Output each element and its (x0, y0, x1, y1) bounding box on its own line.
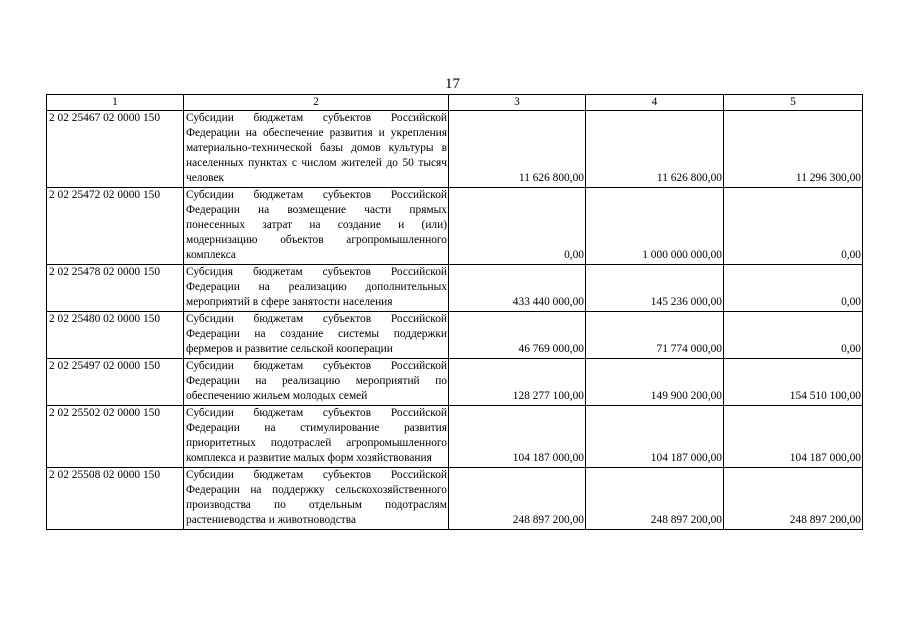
amount-col-5: 0,00 (724, 265, 863, 312)
budget-code: 2 02 25508 02 0000 150 (47, 468, 184, 530)
amount-col-4: 71 774 000,00 (586, 312, 724, 359)
column-header-2: 2 (184, 95, 449, 111)
amount-col-5: 0,00 (724, 312, 863, 359)
header-row (47, 95, 863, 111)
amount-col-4: 248 897 200,00 (586, 468, 724, 530)
row-description: Субсидия бюджетам субъектов Российской Федерации на реализацию дополнительных мероприятий в сфере занятости населения (184, 265, 449, 312)
column-header-3: 3 (449, 95, 586, 111)
amount-col-3: 433 440 000,00 (449, 265, 586, 312)
amount-col-3: 248 897 200,00 (449, 468, 586, 530)
table-row (47, 468, 863, 530)
table-row (47, 111, 863, 188)
budget-code: 2 02 25478 02 0000 150 (47, 265, 184, 312)
amount-col-5: 11 296 300,00 (724, 111, 863, 188)
row-description: Субсидии бюджетам субъектов Российской Федерации на поддержку сельскохозяйственного производства по отдельным подотраслям растениеводства и животноводства (184, 468, 449, 530)
table-row (47, 265, 863, 312)
table-row (47, 406, 863, 468)
budget-code: 2 02 25467 02 0000 150 (47, 111, 184, 188)
amount-col-5: 0,00 (724, 188, 863, 265)
amount-col-3: 46 769 000,00 (449, 312, 586, 359)
amount-col-3: 128 277 100,00 (449, 359, 586, 406)
row-description: Субсидии бюджетам субъектов Российской Федерации на создание системы поддержки фермеров и развитие сельской кооперации (184, 312, 449, 359)
budget-code: 2 02 25480 02 0000 150 (47, 312, 184, 359)
amount-col-3: 104 187 000,00 (449, 406, 586, 468)
budget-code: 2 02 25472 02 0000 150 (47, 188, 184, 265)
row-description: Субсидии бюджетам субъектов Российской Федерации на реализацию мероприятий по обеспечению жильем молодых семей (184, 359, 449, 406)
amount-col-4: 11 626 800,00 (586, 111, 724, 188)
row-description: Субсидии бюджетам субъектов Российской Федерации на обеспечение развития и укрепления материально-технической базы домов культуры в населенных пунктах с числом жителей до 50 тысяч человек (184, 111, 449, 188)
budget-code: 2 02 25497 02 0000 150 (47, 359, 184, 406)
amount-col-5: 104 187 000,00 (724, 406, 863, 468)
page-number: 17 (445, 76, 460, 92)
table-row (47, 188, 863, 265)
amount-col-3: 11 626 800,00 (449, 111, 586, 188)
amount-col-4: 149 900 200,00 (586, 359, 724, 406)
amount-col-4: 104 187 000,00 (586, 406, 724, 468)
amount-col-5: 248 897 200,00 (724, 468, 863, 530)
column-header-1: 1 (47, 95, 184, 111)
amount-col-5: 154 510 100,00 (724, 359, 863, 406)
row-description: Субсидии бюджетам субъектов Российской Федерации на возмещение части прямых понесенных затрат на создание и (или) модернизацию объектов агропромышленного комплекса (184, 188, 449, 265)
row-description: Субсидии бюджетам субъектов Российской Федерации на стимулирование развития приоритетных подотраслей агропромышленного комплекса и развитие малых форм хозяйствования (184, 406, 449, 468)
amount-col-4: 1 000 000 000,00 (586, 188, 724, 265)
table-row (47, 359, 863, 406)
column-header-4: 4 (586, 95, 724, 111)
table-row (47, 312, 863, 359)
amount-col-4: 145 236 000,00 (586, 265, 724, 312)
budget-code: 2 02 25502 02 0000 150 (47, 406, 184, 468)
amount-col-3: 0,00 (449, 188, 586, 265)
column-header-5: 5 (724, 95, 863, 111)
budget-table (46, 94, 863, 530)
